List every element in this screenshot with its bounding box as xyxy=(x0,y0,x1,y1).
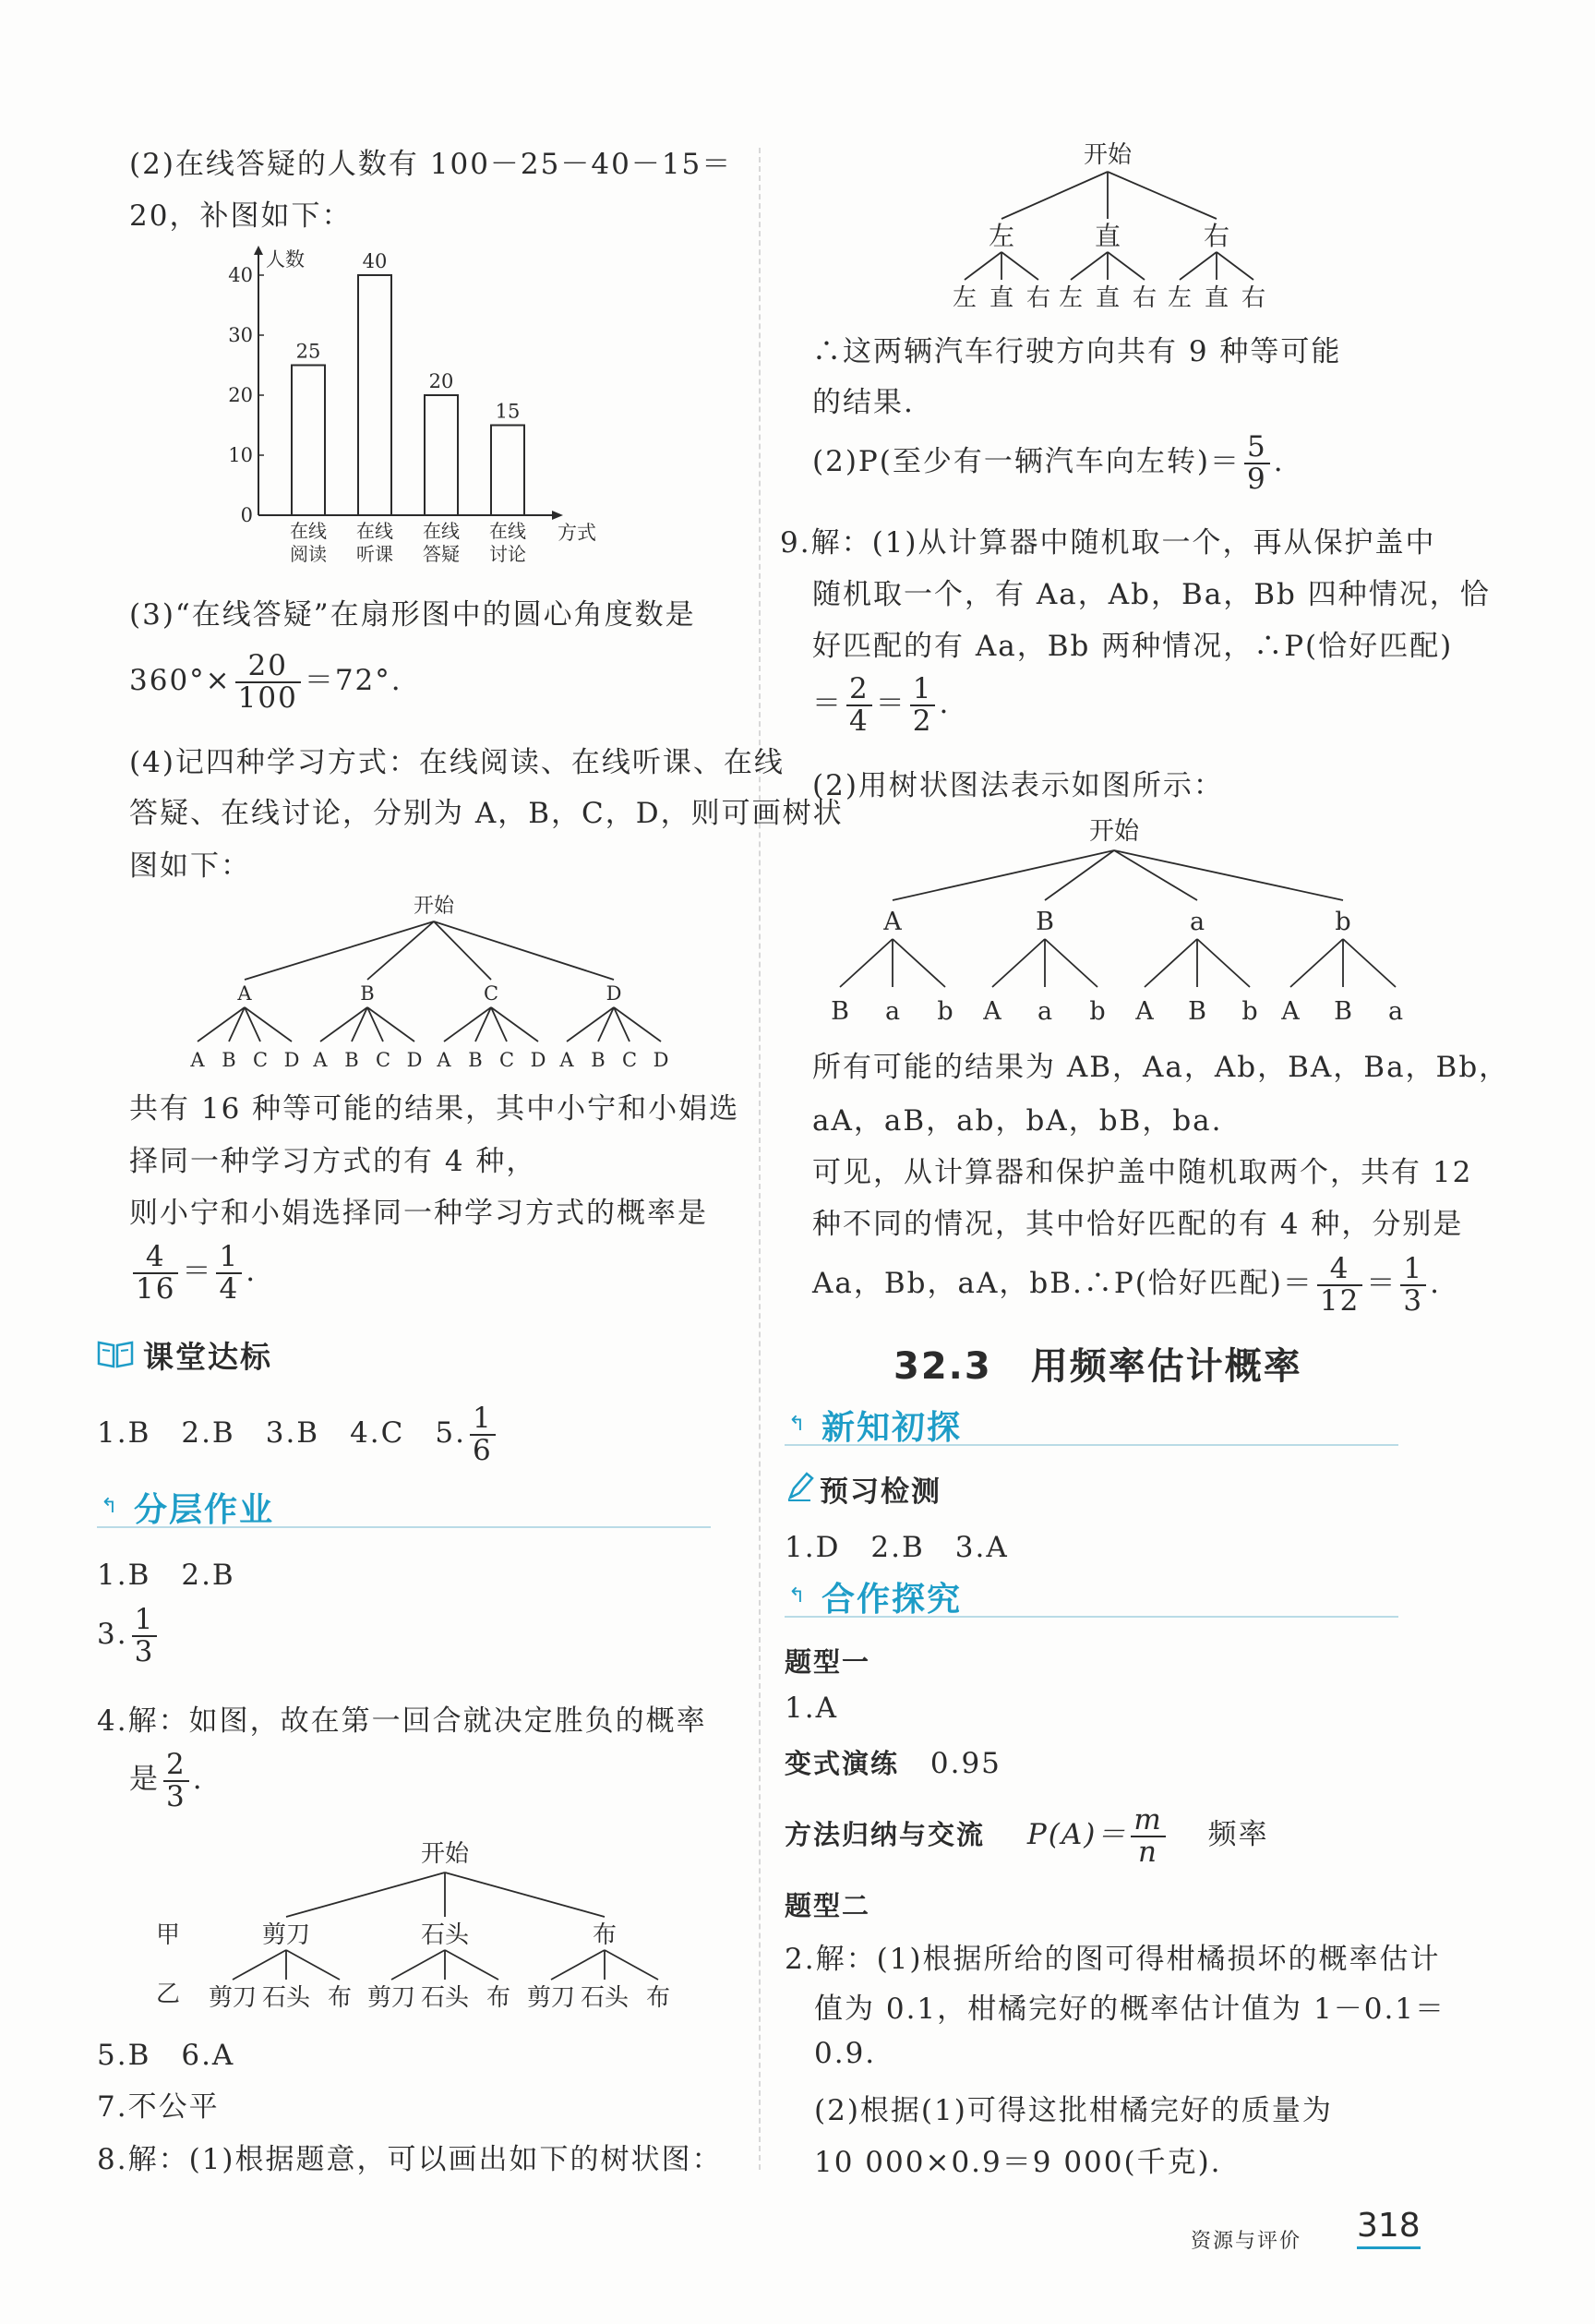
tree-node-label: A xyxy=(883,908,902,936)
x-axis-label: 方式 xyxy=(558,522,596,544)
column-divider xyxy=(759,148,761,2170)
period: . xyxy=(939,687,951,721)
class-fraction xyxy=(470,1403,496,1465)
equals: ＝ xyxy=(875,687,906,721)
tree-leaf-label: D xyxy=(530,1049,546,1071)
q9-res5 xyxy=(812,1254,1441,1316)
y-axis-arrow xyxy=(254,246,263,255)
numerator: 4 xyxy=(1329,1252,1350,1285)
bar xyxy=(491,426,524,516)
type-one-heading: 题型一 xyxy=(785,1646,871,1678)
denominator: 12 xyxy=(1317,1284,1362,1317)
category-label-line2: 讨论 xyxy=(489,543,526,565)
y-axis-label: 人数 xyxy=(266,248,305,271)
numerator: 1 xyxy=(1403,1252,1424,1285)
tree-leaf-label: A xyxy=(1281,997,1300,1026)
tree-branch xyxy=(893,939,945,987)
tree-branch xyxy=(1114,850,1197,900)
section-layer-title: 分层作业 xyxy=(134,1491,275,1529)
layer-4-line2 xyxy=(129,1750,204,1812)
tree-leaf-label: A xyxy=(313,1049,328,1071)
tree-leaf-label: B xyxy=(591,1049,606,1071)
denominator: 4 xyxy=(846,704,872,737)
numerator: 4 xyxy=(145,1240,166,1273)
tree-branch xyxy=(1197,939,1250,987)
tree-leaf-label: 石头 xyxy=(420,1984,470,2012)
section-new-title: 新知初探 xyxy=(821,1409,963,1447)
y-tick-label: 10 xyxy=(228,444,253,466)
tree-node-label: 左 xyxy=(988,221,1015,251)
numerator: 1 xyxy=(912,672,933,705)
q4-result2: 择同一种学习方式的有 4 种， xyxy=(129,1145,537,1178)
tree-leaf-label: B xyxy=(344,1049,359,1071)
t2-line4: (2)根据(1)可得这批柑橘完好的质量为 xyxy=(814,2094,1333,2127)
tree-branch xyxy=(1108,172,1217,219)
tree-leaf-label: 剪刀 xyxy=(366,1984,416,2012)
q3-denominator: 100 xyxy=(235,681,301,714)
tree-branch xyxy=(286,1872,445,1917)
q3-prefix: 360°× xyxy=(129,664,232,698)
tree-leaf-label: 布 xyxy=(327,1984,353,2012)
tree-branch xyxy=(551,1950,605,1980)
q4-line1: (4)记四种学习方式：在线阅读、在线听课、在线 xyxy=(129,746,785,779)
q3-line1: (3)“在线答疑”在扇形图中的圆心角度数是 xyxy=(129,598,696,632)
tree-node-label: 剪刀 xyxy=(261,1921,311,1949)
q8-fraction xyxy=(1244,432,1270,494)
q9-answer1 xyxy=(812,674,950,736)
numerator: 2 xyxy=(166,1748,186,1781)
variant-label: 变式演练 xyxy=(785,1748,900,1779)
tree-branch xyxy=(1145,939,1197,987)
tree-node-label: 右 xyxy=(1203,221,1230,251)
tree-branch xyxy=(391,1950,445,1980)
tree-diagram-calculator-cap xyxy=(817,806,1426,1037)
tree-leaf-label: A xyxy=(559,1049,574,1071)
tree-leaf-label: b xyxy=(1089,997,1106,1026)
bar-value-label: 20 xyxy=(428,370,454,392)
tree-branch xyxy=(233,1950,286,1980)
numerator: 2 xyxy=(849,672,869,705)
y-tick-label: 40 xyxy=(228,264,253,286)
class-answers-text: 1.B 2.B 3.B 4.C 5. xyxy=(97,1416,466,1451)
bar-value-label: 15 xyxy=(495,400,521,423)
layer-answer-7: 7.不公平 xyxy=(97,2090,220,2124)
page-number: 318 xyxy=(1357,2207,1421,2249)
q9-part2: (2)用树状图法表示如图所示： xyxy=(812,769,1224,802)
layer-answers-1: 1.B 2.B xyxy=(97,1559,235,1592)
pencil-icon xyxy=(785,1470,814,1503)
bar-value-label: 40 xyxy=(362,250,388,272)
layer-3-fraction xyxy=(132,1605,158,1667)
q3-expression xyxy=(129,651,402,713)
denominator: 2 xyxy=(910,704,936,737)
tree-node-label: B xyxy=(1036,908,1054,936)
denominator: 3 xyxy=(163,1780,189,1812)
layer-answers-5-6: 5.B 6.A xyxy=(97,2039,235,2072)
tree-branch xyxy=(434,921,614,980)
q4-fraction1 xyxy=(133,1242,178,1304)
method-formula-prefix: P(A)＝ xyxy=(1026,1818,1128,1852)
tree-leaf-label: A xyxy=(1135,997,1154,1026)
tree-leaf-label: a xyxy=(1387,997,1404,1026)
denominator: n xyxy=(1131,1836,1165,1868)
layer-3-prefix: 3. xyxy=(97,1618,128,1652)
tree-branch xyxy=(1290,939,1343,987)
tree-leaf-label: C xyxy=(252,1049,269,1071)
tree-branch xyxy=(1108,252,1145,280)
tree-leaf-label: b xyxy=(1241,997,1258,1026)
q9-res2: aA，aB，ab，bA，bB，ba. xyxy=(812,1104,1223,1138)
tree-leaf-label: 右 xyxy=(1025,284,1051,312)
tree-branch xyxy=(1217,252,1253,280)
q2-line2: 20，补图如下： xyxy=(129,199,353,233)
section-marker-icon: ↰ xyxy=(788,1584,806,1608)
tree-leaf-label: A xyxy=(983,997,1001,1026)
t2-line2: 值为 0.1，柑橘完好的概率估计值为 1－0.1＝ xyxy=(814,1993,1446,2026)
period: . xyxy=(1273,445,1285,479)
tree-row-label-jia: 甲 xyxy=(155,1921,181,1949)
tree-branch xyxy=(445,1950,498,1980)
section-marker-icon: ↰ xyxy=(101,1495,118,1518)
tree-leaf-label: B xyxy=(222,1049,236,1071)
tree-branch xyxy=(605,1950,658,1980)
equals: ＝ xyxy=(182,1255,213,1289)
equals: ＝ xyxy=(812,687,843,721)
book-icon xyxy=(97,1337,134,1370)
q4-answer xyxy=(129,1242,257,1304)
tree-leaf-label: D xyxy=(283,1049,300,1071)
tree-branch xyxy=(992,939,1045,987)
tree-leaf-label: A xyxy=(437,1049,451,1071)
tree-node-label: a xyxy=(1189,908,1205,936)
footer-source: 资源与评价 xyxy=(1191,2230,1302,2253)
tree-branch xyxy=(1001,252,1038,280)
denominator: 9 xyxy=(1244,463,1270,495)
denominator: 4 xyxy=(216,1272,242,1305)
q8-prob-prefix: (2)P(至少有一辆汽车向左转)＝ xyxy=(812,445,1241,479)
tree-leaf-label: 左 xyxy=(952,284,977,312)
tree-leaf-label: 左 xyxy=(1167,284,1193,312)
tree-leaf-label: B xyxy=(468,1049,483,1071)
t2-line1: 2.解：(1)根据所给的图可得柑橘损坏的概率估计 xyxy=(785,1943,1441,1976)
numerator: 1 xyxy=(134,1603,155,1636)
y-tick-label: 30 xyxy=(228,324,253,346)
tree-branch xyxy=(445,1872,605,1917)
layer-4-line1: 4.解：如图，故在第一回合就决定胜负的概率 xyxy=(97,1704,707,1738)
q9-res3: 可见，从计算器和保护盖中随机取两个，共有 12 xyxy=(812,1156,1473,1189)
q8-text2: 的结果. xyxy=(812,386,915,419)
q3-suffix: ＝72°. xyxy=(304,664,402,698)
q9-fraction1 xyxy=(846,674,872,736)
tree-leaf-label: C xyxy=(498,1049,515,1071)
tree-leaf-label: 直 xyxy=(1204,284,1229,312)
tree-leaf-label: 布 xyxy=(486,1984,511,2012)
section-new-header xyxy=(785,1400,1398,1446)
tree-leaf-label: a xyxy=(884,997,901,1026)
tree-leaf-label: 左 xyxy=(1058,284,1084,312)
y-tick-label: 0 xyxy=(240,504,253,526)
tree-leaf-label: a xyxy=(1037,997,1053,1026)
tree-node-label: 石头 xyxy=(420,1921,470,1949)
denominator: 3 xyxy=(1400,1284,1426,1317)
tree-diagram-abcd xyxy=(185,886,683,1071)
category-label-line1: 在线 xyxy=(489,520,526,542)
tree-leaf-label: 直 xyxy=(989,284,1014,312)
tree-leaf-label: 直 xyxy=(1095,284,1121,312)
category-label-line1: 在线 xyxy=(423,520,460,542)
q9-line2: 随机取一个，有 Aa，Ab，Ba，Bb 四种情况，恰 xyxy=(812,578,1491,611)
method-word: 频率 xyxy=(1207,1818,1269,1852)
tree-leaf-label: 右 xyxy=(1241,284,1266,312)
variant-value: 0.95 xyxy=(929,1747,1001,1780)
category-label-line1: 在线 xyxy=(290,520,327,542)
q3-fraction xyxy=(235,651,301,713)
tree-branch xyxy=(367,921,434,980)
bar xyxy=(425,395,458,515)
section-class-title: 课堂达标 xyxy=(143,1339,272,1375)
tree-leaf-label: 剪刀 xyxy=(526,1984,576,2012)
method-row xyxy=(785,1805,1269,1867)
tree-branch xyxy=(1045,939,1097,987)
tree-node-label: A xyxy=(237,982,252,1005)
tree-leaf-label: B xyxy=(1334,997,1352,1026)
q9-line1: 9.解：(1)从计算器中随机取一个，再从保护盖中 xyxy=(780,526,1436,560)
equals: ＝ xyxy=(1366,1267,1397,1301)
tree-leaf-label: C xyxy=(375,1049,391,1071)
layer-answer-3 xyxy=(97,1605,161,1667)
variant-row xyxy=(785,1743,1001,1781)
tree-node-label: C xyxy=(483,982,499,1005)
layer-4-fraction xyxy=(163,1750,189,1812)
type-one-answer: 1.A xyxy=(785,1692,838,1725)
denominator: 16 xyxy=(133,1272,178,1305)
tree-branch xyxy=(1071,252,1108,280)
tree-row-label-yi: 乙 xyxy=(155,1981,181,2008)
q4-line2: 答疑、在线讨论，分别为 A，B，C，D，则可画树状 xyxy=(129,797,844,830)
tree-branch xyxy=(1180,252,1217,280)
q9-res5-prefix: Aa，Bb，aA，bB.∴P(恰好匹配)＝ xyxy=(812,1267,1313,1301)
tree-leaf-label: B xyxy=(1188,997,1206,1026)
tree-leaf-label: 布 xyxy=(645,1984,671,2012)
bar xyxy=(292,366,325,516)
tree-root-label: 开始 xyxy=(1089,817,1139,846)
period: . xyxy=(246,1255,258,1289)
layer-answer-8: 8.解：(1)根据题意，可以画出如下的树状图： xyxy=(97,2143,723,2176)
tree-branch xyxy=(1343,939,1396,987)
numerator: 5 xyxy=(1246,430,1267,464)
bar-value-label: 25 xyxy=(295,340,321,363)
tree-branch xyxy=(286,1950,340,1980)
q8-text1: ∴这两辆汽车行驶方向共有 9 种等可能 xyxy=(812,335,1342,368)
section-layer-header xyxy=(97,1482,711,1528)
tree-root-label: 开始 xyxy=(1083,141,1133,169)
tree-leaf-label: 剪刀 xyxy=(208,1984,258,2012)
tree-root-label: 开始 xyxy=(420,1840,470,1868)
denominator: 6 xyxy=(470,1434,496,1466)
tree-leaf-label: 右 xyxy=(1132,284,1157,312)
q2-line1: (2)在线答疑的人数有 100－25－40－15＝ xyxy=(129,148,733,181)
section-coop-title: 合作探究 xyxy=(821,1581,963,1619)
tree-leaf-label: b xyxy=(937,997,953,1026)
sub-preview-title: 预习检测 xyxy=(820,1475,941,1509)
method-label: 方法归纳与交流 xyxy=(785,1819,986,1851)
t2-line3: 0.9. xyxy=(814,2037,877,2070)
layer-4-prefix: 是 xyxy=(129,1763,160,1797)
q9-res4: 种不同的情况，其中恰好匹配的有 4 种，分别是 xyxy=(812,1208,1464,1241)
category-label-line1: 在线 xyxy=(356,520,393,542)
y-tick-label: 20 xyxy=(228,384,253,406)
tree-leaf-label: D xyxy=(406,1049,423,1071)
preview-answers: 1.D 2.B 3.A xyxy=(785,1531,1009,1564)
q4-result1: 共有 16 种等可能的结果，其中小宁和小娟选 xyxy=(129,1092,740,1126)
period: . xyxy=(1430,1267,1441,1301)
tree-node-label: b xyxy=(1335,908,1351,936)
q4-result3: 则小宁和小娟选择同一种学习方式的概率是 xyxy=(129,1197,708,1230)
type-two-heading: 题型二 xyxy=(785,1890,871,1921)
numerator: 1 xyxy=(219,1240,240,1273)
tree-leaf-label: 石头 xyxy=(580,1984,630,2012)
tree-leaf-label: D xyxy=(653,1049,669,1071)
q9-res1: 所有可能的结果为 AB，Aa，Ab，BA，Ba，Bb， xyxy=(812,1051,1510,1084)
tree-root-label: 开始 xyxy=(413,895,455,918)
tree-branch xyxy=(245,921,434,980)
tree-leaf-label: 石头 xyxy=(261,1984,311,2012)
tree-node-label: 直 xyxy=(1094,221,1121,251)
bar-chart xyxy=(212,242,618,584)
tree-branch xyxy=(965,252,1001,280)
q9-fraction2 xyxy=(910,674,936,736)
numerator: 1 xyxy=(472,1402,493,1435)
section-coop-header xyxy=(785,1571,1398,1618)
category-label-line2: 阅读 xyxy=(290,543,327,565)
tree-node-label: D xyxy=(606,982,622,1005)
tree-diagram-direction xyxy=(932,137,1301,317)
tree-branch xyxy=(1114,850,1343,900)
q9-res-fraction2 xyxy=(1400,1254,1426,1316)
tree-leaf-label: C xyxy=(621,1049,638,1071)
tree-diagram-rps xyxy=(148,1836,702,2020)
t2-line5: 10 000×0.9＝9 000(千克). xyxy=(814,2146,1222,2179)
period: . xyxy=(192,1763,204,1797)
method-fraction xyxy=(1131,1805,1165,1867)
category-label-line2: 听课 xyxy=(356,543,393,565)
tree-leaf-label: A xyxy=(190,1049,205,1071)
chapter-title: 32.3 用频率估计概率 xyxy=(893,1345,1302,1388)
tree-node-label: B xyxy=(360,982,375,1005)
tree-branch xyxy=(1001,172,1108,219)
denominator: 3 xyxy=(132,1635,158,1668)
q9-line3: 好匹配的有 Aa，Bb 两种情况，∴P(恰好匹配) xyxy=(812,630,1454,663)
category-label-line2: 答疑 xyxy=(423,543,460,565)
q4-line3: 图如下： xyxy=(129,849,251,883)
bar xyxy=(358,275,391,515)
q3-numerator: 20 xyxy=(247,649,288,682)
q8-probability xyxy=(812,432,1285,494)
tree-branch xyxy=(840,939,893,987)
tree-leaf-label: B xyxy=(831,997,849,1026)
class-answers xyxy=(97,1403,499,1465)
q9-res-fraction1 xyxy=(1317,1254,1362,1316)
x-axis-arrow xyxy=(552,511,563,520)
numerator: m xyxy=(1133,1803,1163,1836)
q4-fraction2 xyxy=(216,1242,242,1304)
tree-node-label: 布 xyxy=(592,1921,618,1949)
section-marker-icon: ↰ xyxy=(788,1413,806,1436)
